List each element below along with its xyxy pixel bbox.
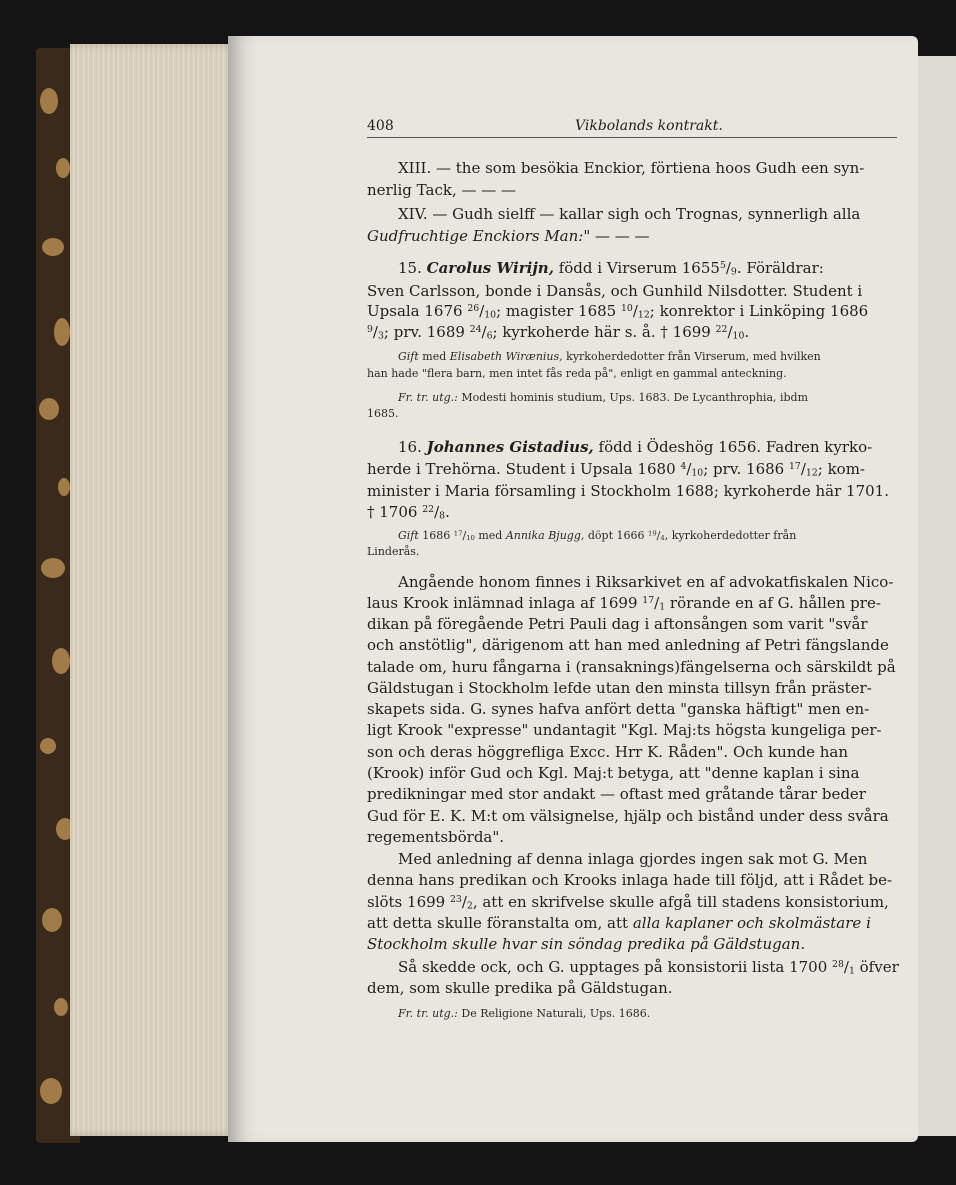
entry-15-line-1: 15. Carolus Wirijn, född i Virserum $1655^5/_9$. Föräldrar: bbox=[398, 259, 824, 278]
text-line: Linderås. bbox=[367, 545, 420, 558]
text-line: Gud för E. K. M:t om välsignelse, hjälp och bistånd under dess svåra bbox=[367, 807, 889, 825]
text-line: Sven Carlsson, bonde i Dansås, och Gunhild Nilsdotter. Student i bbox=[367, 282, 863, 300]
text-line: nerlig Tack, — — — bbox=[367, 181, 517, 199]
text-line: predikningar med stor andakt — oftast med gråtande tårar beder bbox=[367, 785, 866, 803]
page-number: 408 bbox=[367, 118, 394, 134]
entry-16-marriage: Gift 1686 $^{17}/_{10}$ med Annika Bjugg, döpt 1666 $^{19}/_4$, kyrkoherdedotter från bbox=[398, 529, 797, 543]
text-line: XIV. — Gudh sielff — kallar sigh och Trognas, synnerligh alla bbox=[398, 205, 861, 223]
text-line: dikan på föregående Petri Pauli dag i aftonsången som varit "svår bbox=[367, 615, 868, 633]
entry-16-line-2: herde i Trehörna. Student i Upsala 1680 $^4/_{10}$; prv. 1686 $^{17}/_{12}$; kom- bbox=[367, 460, 865, 479]
text-line: 1685. bbox=[367, 407, 399, 420]
entry-16-line-4: † 1706 $^{22}/_8$. bbox=[367, 503, 450, 522]
text-line: Gäldstugan i Stockholm lefde utan den minsta tillsyn från präster- bbox=[367, 679, 872, 697]
entry-15-name: Carolus Wirijn, bbox=[426, 259, 554, 277]
text-line: XIII. — the som besökia Enckior, förtiena hoos Gudh een syn- bbox=[398, 159, 865, 177]
entry-16-line-1: 16. Johannes Gistadius, född i Ödeshög 1656. Fadren kyrko- bbox=[398, 438, 873, 456]
header-rule bbox=[367, 137, 897, 138]
entry-15-line-3: Upsala 1676 $^{26}/_{10}$; magister 1685 $^{10}/_{12}$; konrektor i Linköping 1686 bbox=[367, 302, 869, 321]
text-line: och anstötlig", därigenom att han med anledning af Petri fängslande bbox=[367, 636, 889, 654]
text-line: (Krook) inför Gud och Kgl. Maj:t betyga, att "denne kaplan i sina bbox=[367, 764, 860, 782]
running-head: Vikbolands kontrakt. bbox=[575, 118, 723, 134]
entry-15-marriage: Gift med Elisabeth Wirænius, kyrkoherdedotter från Virserum, med hvilken bbox=[398, 350, 821, 363]
works-line: Fr. tr. utg.: De Religione Naturali, Ups. 1686. bbox=[398, 1007, 651, 1020]
text-line: Med anledning af denna inlaga gjordes ingen sak mot G. Men bbox=[398, 850, 868, 868]
entry-15-works: Fr. tr. utg.: Modesti hominis studium, Ups. 1683. De Lycanthrophia, ibdm bbox=[398, 391, 809, 404]
text-line: minister i Maria församling i Stockholm 1688; kyrkoherde här 1701. bbox=[367, 482, 889, 500]
text-line: skapets sida. G. synes hafva anfört detta "ganska häftigt" men en- bbox=[367, 700, 870, 718]
para-2-line-3: slöts 1699 $^{23}/_2$, att en skrifvelse skulle afgå till stadens konsistorium, bbox=[367, 893, 889, 912]
text-line: Angående honom finnes i Riksarkivet en af advokatfiskalen Nico- bbox=[398, 573, 894, 591]
entry-16-name: Johannes Gistadius, bbox=[426, 438, 594, 456]
text-line: dem, som skulle predika på Gäldstugan. bbox=[367, 979, 673, 997]
text-line: Gudfruchtige Enckiors Man:" — — — bbox=[367, 227, 650, 245]
para-1-line-2: laus Krook inlämnad inlaga af 1699 $^{17}/_1$ rörande en af G. hållen pre- bbox=[367, 594, 881, 613]
para-3-line-1: Så skedde ock, och G. upptages på konsistorii lista 1700 $^{28}/_1$ öfver bbox=[398, 958, 899, 977]
facing-page-edge bbox=[916, 56, 956, 1136]
para-2-line-4: att detta skulle föranstalta om, att alla kaplaner och skolmästare i bbox=[367, 914, 871, 932]
page-edges bbox=[70, 44, 240, 1136]
text-line: ligt Krook "expresse" undantagit "Kgl. Maj:ts högsta kungeliga per- bbox=[367, 721, 882, 739]
entry-15-line-4: $^9/_3$; prv. 1689 $^{24}/_6$; kyrkoherde här s. å. † 1699 $^{22}/_{10}$. bbox=[367, 323, 750, 342]
text-line: talade om, huru fångarna i (ransaknings)fängelserna och särskildt på bbox=[367, 658, 896, 676]
text-line: regementsbörda". bbox=[367, 828, 505, 846]
text-line: denna hans predikan och Krooks inlaga hade till följd, att i Rådet be- bbox=[367, 871, 893, 889]
text-line: han hade "flera barn, men intet fås reda på", enligt en gammal anteckning. bbox=[367, 367, 787, 380]
text-line: Stockholm skulle hvar sin söndag predika på Gäldstugan. bbox=[367, 935, 806, 953]
text-line: son och deras höggrefliga Excc. Hrr K. Råden". Och kunde han bbox=[367, 743, 849, 761]
